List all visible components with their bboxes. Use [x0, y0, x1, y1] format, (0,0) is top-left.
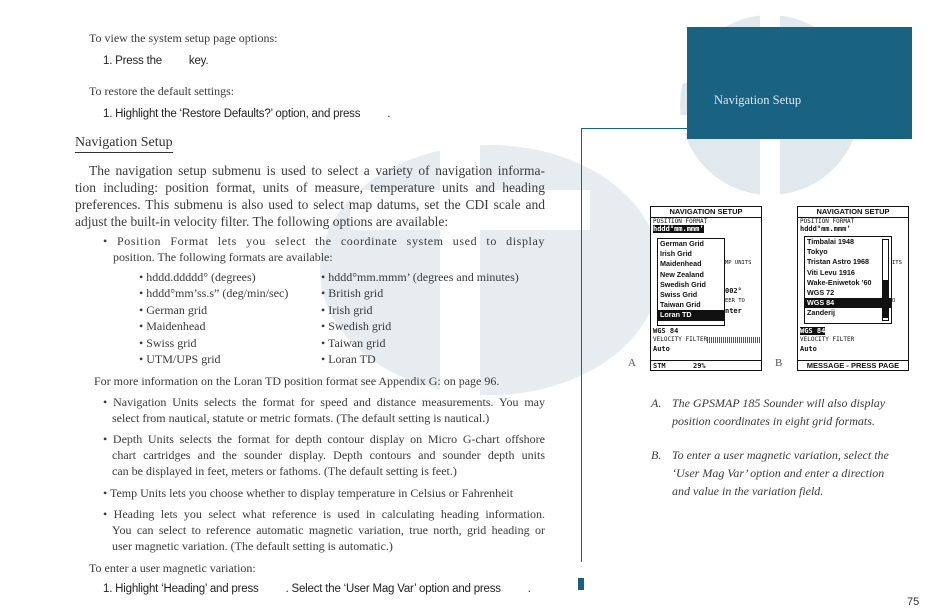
caption-a	[672, 394, 885, 430]
view-options-step: 1. Press the key.	[103, 55, 209, 67]
caption-a-letter: A.	[651, 396, 662, 410]
list-item[interactable]: New Zealand	[660, 269, 704, 279]
format-item: • hddd°mm.mmm’ (degrees and minutes)	[321, 270, 519, 284]
coord-fragment: 002°	[725, 287, 742, 295]
caption-b-line-2: ‘User Mag Var’ option and enter a direction	[672, 466, 885, 480]
figure-letter-a: A	[628, 357, 636, 369]
para-line-2: tion including: position format, units of measure, temperature units and heading	[75, 180, 545, 195]
list-item[interactable]: Viti Levu 1916	[807, 267, 855, 277]
format-item: • British grid	[321, 286, 384, 301]
section-paragraph	[75, 162, 545, 230]
para-line-1: The navigation setup submenu is used to select a variety of navigation informa-	[89, 163, 545, 178]
list-item[interactable]: Wake-Eniwetok ’60	[807, 277, 872, 287]
heading-bullet	[103, 506, 545, 554]
datum-list	[804, 236, 892, 324]
list-item-selected[interactable]: Loran TD	[658, 310, 724, 320]
list-item[interactable]: Swiss Grid	[660, 290, 698, 300]
nav-units-line-1: • Navigation Units selects the format for speed and distance measurements. You may	[103, 395, 545, 409]
velocity-filter-value[interactable]: Auto	[800, 345, 817, 353]
formats-left-list	[139, 269, 288, 367]
section-title: Navigation Setup	[75, 135, 173, 153]
magvar-text: To enter a user magnetic variation:	[89, 561, 256, 575]
velocity-filter-label: VELOCITY FILTER	[653, 336, 708, 343]
restore-defaults-text: To restore the default settings:	[89, 84, 235, 98]
velocity-filter-value[interactable]: Auto	[653, 345, 670, 353]
scrollbar[interactable]	[882, 239, 889, 321]
datum-value[interactable]	[798, 327, 908, 336]
list-item[interactable]: Irish Grid	[660, 249, 692, 259]
caption-b-letter: B.	[651, 448, 662, 462]
list-item[interactable]: Tristan Astro 1968	[807, 257, 870, 267]
position-format-selected: hddd°mm.mmm’	[653, 225, 704, 233]
list-item[interactable]: Zanderij	[807, 308, 835, 318]
screen-footer	[651, 360, 761, 371]
depth-units-line-3: can be displayed in feet, meters or fathoms. (The default setting is feet.)	[112, 464, 457, 478]
units-fragment: ITS	[892, 260, 902, 266]
position-format-line-1: • Position Format lets you select the coordinate system used to display	[103, 234, 545, 248]
format-item: • Swiss grid	[139, 335, 197, 350]
screen-footer-message: MESSAGE - PRESS PAGE	[798, 360, 908, 371]
position-format-bullet	[103, 233, 545, 265]
list-item[interactable]: Taiwan Grid	[660, 300, 701, 310]
depth-units-line-2: chart cartridges and the sounder display. Depth contours and sounder depth units	[112, 448, 545, 462]
format-item: • Maidenhead	[139, 319, 206, 334]
format-item: • German grid	[139, 302, 208, 317]
format-item: • hddd°mm’ss.s” (deg/min/sec)	[139, 286, 289, 301]
page-number: 75	[907, 596, 920, 608]
heading-line-3: user magnetic variation. (The default setting is automatic.)	[112, 539, 393, 553]
heading-line-2: You can select to reference automatic magnetic variation, true north, grid heading or	[112, 523, 545, 537]
gps-screen-b	[797, 206, 909, 371]
position-format-value[interactable]	[651, 225, 761, 234]
position-format-label: POSITION FORMAT	[651, 218, 761, 225]
format-item: • Taiwan grid	[321, 335, 386, 350]
header-title: Navigation Setup	[714, 93, 802, 107]
gps-screen-a	[650, 206, 762, 371]
caption-b	[672, 446, 889, 500]
footer-right: 29%	[693, 362, 706, 370]
rule-horizontal	[581, 128, 688, 129]
caption-b-line-3: and value in the variation field.	[672, 484, 824, 498]
list-item[interactable]: Maidenhead	[660, 259, 702, 269]
view-options-text: To view the system setup page options:	[89, 31, 278, 45]
format-item: • Irish grid	[321, 302, 373, 317]
format-item: • hddd.ddddd° (degrees)	[139, 270, 256, 284]
nav-units-line-2: select from nautical, statute or metric formats. (The default setting is nautical.)	[112, 411, 490, 425]
datum-selected: WGS 84	[800, 327, 826, 335]
footer-left: STM	[653, 362, 666, 370]
heading-line-1: • Heading lets you select what reference is used in calculating heading information.	[103, 507, 545, 521]
list-item[interactable]: Tokyo	[807, 247, 828, 257]
list-item[interactable]: German Grid	[660, 239, 704, 248]
margin-marker	[578, 578, 584, 590]
header-box	[687, 27, 912, 139]
nav-units-bullet	[103, 394, 545, 426]
units-fragment: MP UNITS	[725, 260, 752, 266]
figure-letter-b: B	[775, 357, 783, 369]
rule-vertical	[581, 128, 582, 562]
position-format-value[interactable]: hddd°mm.mmm’	[800, 225, 851, 233]
velocity-filter-label: VELOCITY FILTER	[800, 336, 855, 343]
position-format-line-2: position. The following formats are available:	[113, 250, 333, 264]
datum-row	[798, 327, 908, 336]
datum-row	[651, 327, 761, 336]
depth-units-bullet	[103, 431, 545, 479]
list-item[interactable]: Timbalai 1948	[807, 237, 855, 246]
para-line-4: adjust the built-in velocity filter. The following options are available:	[75, 214, 449, 229]
list-item-selected[interactable]: WGS 84	[805, 298, 891, 308]
position-format-label: POSITION FORMAT	[798, 218, 908, 225]
temp-units-bullet: • Temp Units lets you choose whether to display temperature in Celsius or Fahrenheit	[103, 486, 514, 500]
restore-defaults-step: 1. Highlight the ‘Restore Defaults?’ option, and press .	[103, 108, 391, 120]
caption-a-line-2: position coordinates in eight grid formats.	[672, 414, 875, 428]
caption-a-line-1: The GPSMAP 185 Sounder will also display	[672, 396, 886, 410]
screen-title: NAVIGATION SETUP	[798, 207, 908, 218]
loran-note: For more information on the Loran TD position format see Appendix G: on page 96.	[94, 374, 500, 388]
position-format-list	[657, 238, 725, 326]
format-item: • UTM/UPS grid	[139, 352, 221, 367]
scrollbar-thumb[interactable]	[883, 280, 888, 318]
caption-b-line-1: To enter a user magnetic variation, select the	[672, 448, 889, 462]
depth-units-line-1: • Depth Units selects the format for depth contour display on Micro G-chart offshore	[103, 432, 545, 446]
list-item[interactable]: Swedish Grid	[660, 279, 706, 289]
format-item: • Swedish grid	[321, 319, 392, 334]
para-line-3: preferences. This submenu is also used to select map datums, set the CDI scale and	[75, 197, 545, 212]
enter-fragment: nter	[725, 307, 742, 315]
screen-title: NAVIGATION SETUP	[651, 207, 761, 218]
format-item: • Loran TD	[321, 352, 376, 367]
formats-right-list	[321, 269, 519, 367]
magvar-step: 1. Highlight ‘Heading’ and press . Select the ‘User Mag Var’ option and press .	[103, 583, 531, 595]
datum-value[interactable]: WGS 84	[653, 327, 679, 335]
o-fragment: O	[892, 298, 896, 304]
list-item[interactable]: WGS 72	[807, 288, 835, 298]
ref-fragment: EER TO	[725, 298, 745, 304]
